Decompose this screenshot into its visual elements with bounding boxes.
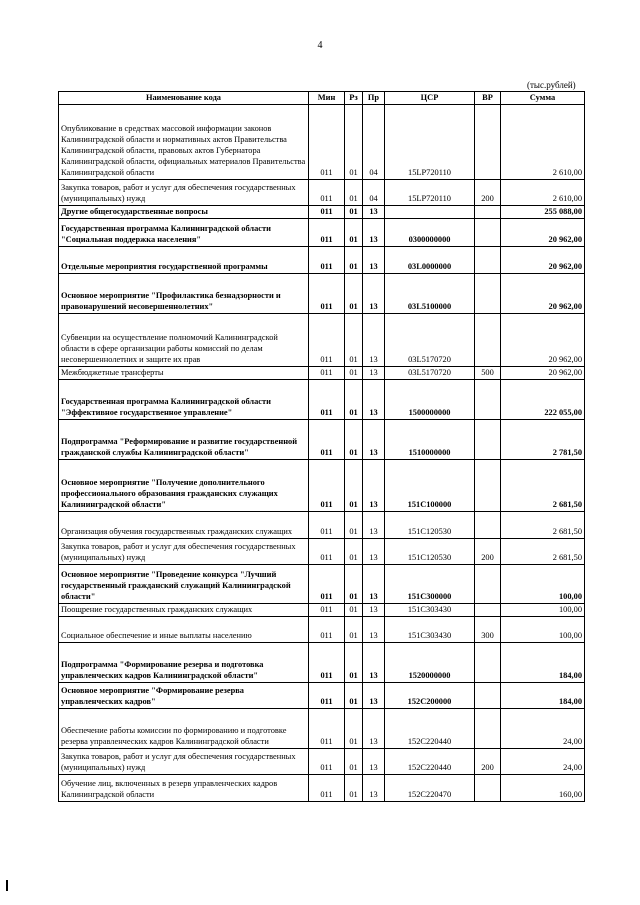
row-vr-cell	[475, 105, 501, 180]
row-csr-cell: 151C303430	[385, 604, 475, 617]
row-pr-cell: 13	[363, 683, 385, 709]
row-min-cell: 011	[309, 247, 345, 274]
row-pr-cell: 13	[363, 380, 385, 420]
row-sum-cell: 20 962,00	[501, 274, 585, 314]
row-min-cell: 011	[309, 683, 345, 709]
row-rz-cell: 01	[345, 460, 363, 512]
row-vr-cell	[475, 643, 501, 683]
row-vr-cell	[475, 709, 501, 749]
row-rz-cell: 01	[345, 643, 363, 683]
table-row	[59, 604, 585, 617]
row-csr-cell: 151C100000	[385, 460, 475, 512]
row-sum-cell: 160,00	[501, 775, 585, 802]
row-sum-cell: 2 681,50	[501, 512, 585, 539]
row-sum-cell: 184,00	[501, 643, 585, 683]
row-name-cell: Закупка товаров, работ и услуг для обеспечения государственных (муниципальных) нужд	[59, 749, 309, 775]
row-rz-cell: 01	[345, 420, 363, 460]
row-name-cell: Закупка товаров, работ и услуг для обеспечения государственных (муниципальных) нужд	[59, 539, 309, 565]
row-vr-cell: 200	[475, 749, 501, 775]
row-sum-cell: 222 055,00	[501, 380, 585, 420]
row-vr-cell: 500	[475, 367, 501, 380]
row-sum-cell: 2 781,50	[501, 420, 585, 460]
row-pr-cell: 13	[363, 460, 385, 512]
row-rz-cell: 01	[345, 565, 363, 604]
row-vr-cell	[475, 380, 501, 420]
row-sum-cell: 2 681,50	[501, 460, 585, 512]
table-row	[59, 643, 585, 683]
row-vr-cell	[475, 247, 501, 274]
row-vr-cell	[475, 460, 501, 512]
row-csr-cell: 15LP720110	[385, 105, 475, 180]
row-csr-cell: 151C120530	[385, 539, 475, 565]
row-pr-cell: 13	[363, 617, 385, 643]
row-sum-cell: 2 610,00	[501, 105, 585, 180]
table-row	[59, 420, 585, 460]
table-row	[59, 683, 585, 709]
row-pr-cell: 13	[363, 643, 385, 683]
row-vr-cell	[475, 420, 501, 460]
row-sum-cell: 100,00	[501, 565, 585, 604]
row-min-cell: 011	[309, 617, 345, 643]
row-rz-cell: 01	[345, 247, 363, 274]
row-rz-cell: 01	[345, 219, 363, 247]
row-min-cell: 011	[309, 643, 345, 683]
row-rz-cell: 01	[345, 105, 363, 180]
table-row	[59, 105, 585, 180]
row-min-cell: 011	[309, 565, 345, 604]
row-name-cell: Отдельные мероприятия государственной программы	[59, 247, 309, 274]
row-vr-cell	[475, 512, 501, 539]
row-name-cell: Государственная программа Калининградской области "Эффективное государственное управление"	[59, 380, 309, 420]
row-min-cell: 011	[309, 604, 345, 617]
row-name-cell: Социальное обеспечение и иные выплаты населению	[59, 617, 309, 643]
row-rz-cell: 01	[345, 604, 363, 617]
row-sum-cell: 100,00	[501, 617, 585, 643]
table-row	[59, 274, 585, 314]
header-vr: ВР	[475, 92, 501, 105]
row-min-cell: 011	[309, 314, 345, 367]
row-name-cell: Основное мероприятие "Профилактика безнадзорности и правонарушений несовершеннолетних"	[59, 274, 309, 314]
row-csr-cell: 1510000000	[385, 420, 475, 460]
row-name-cell: Межбюджетные трансферты	[59, 367, 309, 380]
table-row	[59, 749, 585, 775]
row-min-cell: 011	[309, 380, 345, 420]
row-pr-cell: 13	[363, 539, 385, 565]
row-name-cell: Подпрограмма "Формирование резерва и подготовка управленческих кадров Калининградской области"	[59, 643, 309, 683]
row-csr-cell: 152C200000	[385, 683, 475, 709]
row-pr-cell: 13	[363, 512, 385, 539]
row-sum-cell: 184,00	[501, 683, 585, 709]
row-name-cell: Субвенции на осуществление полномочий Калининградской области в сфере организации работы комиссий по делам несовершеннолетних и защите их прав	[59, 314, 309, 367]
row-pr-cell: 13	[363, 367, 385, 380]
row-rz-cell: 01	[345, 775, 363, 802]
row-vr-cell	[475, 565, 501, 604]
row-min-cell: 011	[309, 512, 345, 539]
row-pr-cell: 13	[363, 314, 385, 367]
table-row	[59, 460, 585, 512]
table-row	[59, 565, 585, 604]
row-pr-cell: 13	[363, 274, 385, 314]
row-min-cell: 011	[309, 775, 345, 802]
table-body	[59, 105, 585, 802]
row-csr-cell: 1520000000	[385, 643, 475, 683]
row-min-cell: 011	[309, 709, 345, 749]
row-pr-cell: 13	[363, 749, 385, 775]
margin-mark	[6, 880, 8, 891]
row-min-cell: 011	[309, 749, 345, 775]
table-row	[59, 219, 585, 247]
row-pr-cell: 04	[363, 105, 385, 180]
header-sum: Сумма	[501, 92, 585, 105]
page-number: 4	[317, 40, 323, 51]
row-vr-cell	[475, 314, 501, 367]
row-min-cell: 011	[309, 206, 345, 219]
units-label: (тыс.рублей)	[527, 80, 576, 90]
row-vr-cell	[475, 683, 501, 709]
row-rz-cell: 01	[345, 206, 363, 219]
row-csr-cell: 15LP720110	[385, 180, 475, 206]
row-sum-cell: 100,00	[501, 604, 585, 617]
row-pr-cell: 04	[363, 180, 385, 206]
row-rz-cell: 01	[345, 314, 363, 367]
row-name-cell: Основное мероприятие "Проведение конкурса "Лучший государственный гражданский служащий Калининградской области"	[59, 565, 309, 604]
row-pr-cell: 13	[363, 420, 385, 460]
row-csr-cell: 0300000000	[385, 219, 475, 247]
row-vr-cell: 200	[475, 180, 501, 206]
row-pr-cell: 13	[363, 247, 385, 274]
header-csr: ЦСР	[385, 92, 475, 105]
row-pr-cell: 13	[363, 775, 385, 802]
row-vr-cell	[475, 206, 501, 219]
row-min-cell: 011	[309, 274, 345, 314]
row-csr-cell: 151C120530	[385, 512, 475, 539]
row-vr-cell: 300	[475, 617, 501, 643]
row-name-cell: Опубликование в средствах массовой информации законов Калининградской области и нормативных актов Правительства Калининградской области, правовых актов Губернатора Калининградской области, официальных материалов Правительства Калининградской области	[59, 105, 309, 180]
header-name: Наименование кода	[59, 92, 309, 105]
table-row	[59, 367, 585, 380]
row-vr-cell	[475, 219, 501, 247]
row-name-cell: Организация обучения государственных гражданских служащих	[59, 512, 309, 539]
budget-table	[58, 91, 585, 802]
row-sum-cell: 20 962,00	[501, 367, 585, 380]
row-min-cell: 011	[309, 105, 345, 180]
row-rz-cell: 01	[345, 539, 363, 565]
row-name-cell: Основное мероприятие "Формирование резерва управленческих кадров"	[59, 683, 309, 709]
row-pr-cell: 13	[363, 604, 385, 617]
row-pr-cell: 13	[363, 206, 385, 219]
table-row	[59, 775, 585, 802]
row-pr-cell: 13	[363, 219, 385, 247]
table-row	[59, 380, 585, 420]
table-row	[59, 247, 585, 274]
row-csr-cell	[385, 206, 475, 219]
row-csr-cell: 03L5170720	[385, 314, 475, 367]
table-row	[59, 180, 585, 206]
row-min-cell: 011	[309, 460, 345, 512]
row-name-cell: Подпрограмма "Реформирование и развитие государственной гражданской службы Калининградской области"	[59, 420, 309, 460]
table-row	[59, 206, 585, 219]
row-vr-cell	[475, 775, 501, 802]
row-name-cell: Закупка товаров, работ и услуг для обеспечения государственных (муниципальных) нужд	[59, 180, 309, 206]
row-name-cell: Обучение лиц, включенных в резерв управленческих кадров Калининградской области	[59, 775, 309, 802]
row-csr-cell: 152C220440	[385, 709, 475, 749]
row-rz-cell: 01	[345, 512, 363, 539]
row-name-cell: Поощрение государственных гражданских служащих	[59, 604, 309, 617]
row-vr-cell: 200	[475, 539, 501, 565]
row-rz-cell: 01	[345, 617, 363, 643]
row-pr-cell: 13	[363, 565, 385, 604]
row-name-cell: Обеспечение работы комиссии по формированию и подготовке резерва управленческих кадров Калининградской области	[59, 709, 309, 749]
table-row	[59, 512, 585, 539]
row-pr-cell: 13	[363, 709, 385, 749]
row-rz-cell: 01	[345, 274, 363, 314]
row-min-cell: 011	[309, 180, 345, 206]
row-vr-cell	[475, 274, 501, 314]
row-sum-cell: 2 681,50	[501, 539, 585, 565]
row-csr-cell: 151C300000	[385, 565, 475, 604]
row-sum-cell: 24,00	[501, 709, 585, 749]
row-min-cell: 011	[309, 420, 345, 460]
row-csr-cell: 03L0000000	[385, 247, 475, 274]
row-sum-cell: 20 962,00	[501, 219, 585, 247]
table-row	[59, 314, 585, 367]
row-csr-cell: 03L5170720	[385, 367, 475, 380]
row-sum-cell: 2 610,00	[501, 180, 585, 206]
row-min-cell: 011	[309, 367, 345, 380]
row-vr-cell	[475, 604, 501, 617]
header-pr: Пр	[363, 92, 385, 105]
header-rz: Рз	[345, 92, 363, 105]
row-csr-cell: 03L5100000	[385, 274, 475, 314]
row-sum-cell: 255 088,00	[501, 206, 585, 219]
table-row	[59, 539, 585, 565]
row-min-cell: 011	[309, 539, 345, 565]
row-min-cell: 011	[309, 219, 345, 247]
table-header-row	[59, 92, 585, 105]
row-csr-cell: 152C220440	[385, 749, 475, 775]
row-rz-cell: 01	[345, 367, 363, 380]
header-min: Мин	[309, 92, 345, 105]
row-rz-cell: 01	[345, 180, 363, 206]
row-csr-cell: 151C303430	[385, 617, 475, 643]
row-rz-cell: 01	[345, 749, 363, 775]
table-row	[59, 709, 585, 749]
row-csr-cell: 1500000000	[385, 380, 475, 420]
row-rz-cell: 01	[345, 709, 363, 749]
row-name-cell: Государственная программа Калининградской области "Социальная поддержка населения"	[59, 219, 309, 247]
row-csr-cell: 152C220470	[385, 775, 475, 802]
row-name-cell: Другие общегосударственные вопросы	[59, 206, 309, 219]
row-rz-cell: 01	[345, 683, 363, 709]
row-name-cell: Основное мероприятие "Получение дополнительного профессионального образования гражданских служащих Калининградской области"	[59, 460, 309, 512]
row-sum-cell: 20 962,00	[501, 314, 585, 367]
row-sum-cell: 24,00	[501, 749, 585, 775]
table-row	[59, 617, 585, 643]
row-sum-cell: 20 962,00	[501, 247, 585, 274]
row-rz-cell: 01	[345, 380, 363, 420]
